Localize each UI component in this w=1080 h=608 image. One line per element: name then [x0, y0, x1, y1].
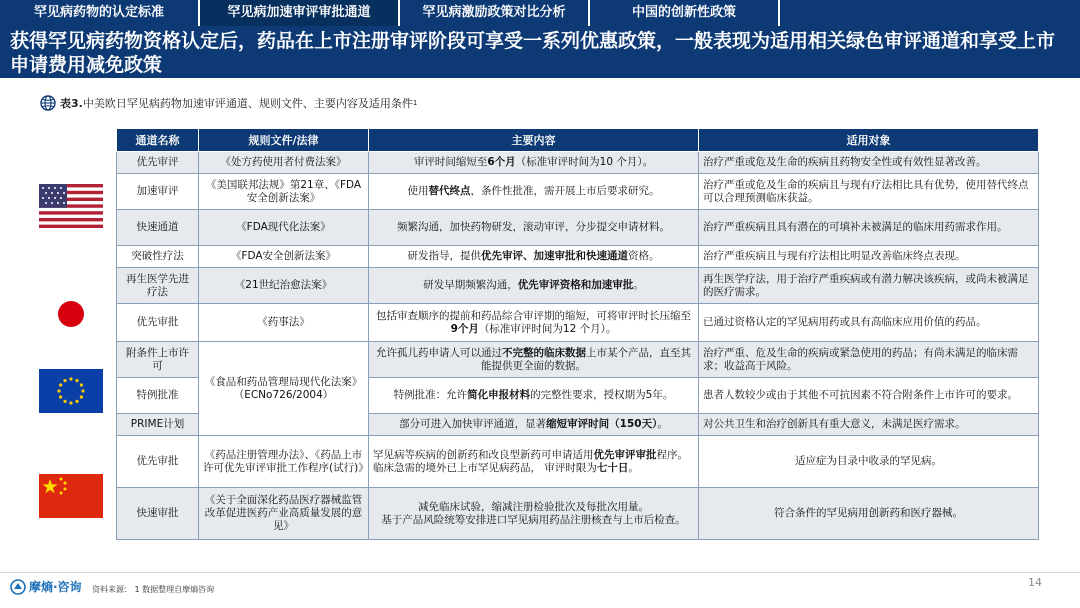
table-row: [117, 174, 1039, 210]
table-caption: [40, 94, 417, 112]
row-law: 《美国联邦法规》第21章、《FDA安全创新法案》: [199, 174, 369, 210]
row-target: 治疗严重或危及生命的疾病且与现有疗法相比具有优势，使用替代终点可以合理预测临床获益。: [699, 174, 1039, 210]
page-headline: 获得罕见病药物资格认定后，药品在上市注册审评阶段可享受一系列优惠政策，一般表现为适用相关绿色审评通道和享受上市申请费用减免政策: [0, 26, 1080, 78]
row-law: 《关于全面深化药品医疗器械监管改革促进医药产业高质量发展的意见》: [199, 488, 369, 540]
footer-divider: [0, 572, 1080, 573]
row-channel: 优先审评: [117, 152, 199, 174]
row-channel: 特例批准: [117, 378, 199, 414]
table-row: [117, 246, 1039, 268]
table-row: [117, 268, 1039, 304]
table-row: [117, 488, 1039, 540]
tab-bar: [0, 0, 1080, 26]
header-content: 主要内容: [369, 129, 699, 152]
table-row: [117, 152, 1039, 174]
source-note: 资料来源： 1 数据整理自摩熵咨询: [92, 585, 215, 594]
row-law: 《处方药使用者付费法案》: [199, 152, 369, 174]
header-channel: 通道名称: [117, 129, 199, 152]
row-content: 研发指导，提供优先审评、加速审批和快速通道资格。: [369, 246, 699, 268]
row-channel: 快速通道: [117, 210, 199, 246]
row-content: 罕见病等疾病的创新药和改良型新药可申请适用优先审评审批程序。 临床急需的境外已上市罕见病药品， 审评时限为七十日。: [369, 436, 699, 488]
logo-icon: [10, 579, 26, 595]
tab-rare-drug-criteria[interactable]: 罕见病药物的认定标准: [0, 0, 200, 26]
policy-table: [116, 128, 1039, 540]
row-channel: PRIME计划: [117, 414, 199, 436]
row-channel: 快速审批: [117, 488, 199, 540]
table-row: [117, 210, 1039, 246]
row-channel: 附条件上市许可: [117, 342, 199, 378]
tab-china-innovation[interactable]: 中国的创新性政策: [590, 0, 780, 26]
row-law: 《FDA安全创新法案》: [199, 246, 369, 268]
row-content: 审评时间缩短至6个月（标准审评时间为10 个月）。: [369, 152, 699, 174]
row-target: 治疗严重或危及生命的疾病且药物安全性或有效性显著改善。: [699, 152, 1039, 174]
table-header-row: [117, 129, 1039, 152]
table-row: [117, 342, 1039, 378]
row-law: 《药事法》: [199, 304, 369, 342]
row-target: 治疗严重疾病且具有潜在的可填补未被满足的临床用药需求作用。: [699, 210, 1039, 246]
row-channel: 突破性疗法: [117, 246, 199, 268]
row-content: 研发早期频繁沟通，优先审评资格和加速审批。: [369, 268, 699, 304]
row-law: 《食品和药品管理局现代化法案》（ECNo726/2004）: [199, 342, 369, 436]
row-target: 适应症为目录中收录的罕见病。: [699, 436, 1039, 488]
caption-footnote: 1: [412, 99, 418, 107]
tab-empty: [780, 0, 1080, 26]
row-target: 再生医学疗法，用于治疗严重疾病或有潜力解决该疾病，或尚未被满足的医疗需求。: [699, 268, 1039, 304]
caption-label: 表3.: [60, 97, 83, 110]
header-target: 适用对象: [699, 129, 1039, 152]
row-law: 《药品注册管理办法》、《药品上市许可优先审评审批工作程序(试行)》: [199, 436, 369, 488]
logo-text: 摩熵·咨询: [29, 580, 82, 594]
row-target: 治疗严重、危及生命的疾病或紧急使用的药品；有尚未满足的临床需求；收益高于风险。: [699, 342, 1039, 378]
china-flag: [39, 474, 103, 518]
row-content: 包括审查顺序的提前和药品综合审评期的缩短，可将审评时长压缩至9个月（标准审评时间为12 个月）。: [369, 304, 699, 342]
row-content: 减免临床试验，缩减注册检验批次及每批次用量。 基于产品风险统筹安排进口罕见病用药品注册核查与上市后检查。: [369, 488, 699, 540]
table-row: [117, 436, 1039, 488]
tab-accelerated-review[interactable]: 罕见病加速审评审批通道: [200, 0, 400, 26]
row-content: 频繁沟通，加快药物研发，滚动审评，分步提交申请材料。: [369, 210, 699, 246]
company-logo: [10, 578, 82, 595]
row-target: 已通过资格认定的罕见病用药或具有高临床应用价值的药品。: [699, 304, 1039, 342]
caption-text: 中美欧日罕见病药物加速审评通道、规则文件、主要内容及适用条件: [82, 97, 413, 110]
row-target: 对公共卫生和治疗创新具有重大意义，未满足医疗需求。: [699, 414, 1039, 436]
row-target: 治疗严重疾病且与现有疗法相比明显改善临床终点表现。: [699, 246, 1039, 268]
japan-flag: [39, 292, 103, 336]
header-law: 规则文件/法律: [199, 129, 369, 152]
row-channel: 优先审批: [117, 436, 199, 488]
row-target: 符合条件的罕见病用创新药和医疗器械。: [699, 488, 1039, 540]
row-content: 使用替代终点，条件性批准，需开展上市后要求研究。: [369, 174, 699, 210]
row-target: 患者人数较少或由于其他不可抗因素不符合附条件上市许可的要求。: [699, 378, 1039, 414]
table-row: [117, 304, 1039, 342]
row-law: 《FDA现代化法案》: [199, 210, 369, 246]
row-law: 《21世纪治愈法案》: [199, 268, 369, 304]
row-content: 部分可进入加快审评通道，显著缩短审评时间（150天）。: [369, 414, 699, 436]
eu-flag: [39, 369, 103, 413]
page-number: 14: [1028, 576, 1042, 589]
globe-icon: [40, 95, 56, 111]
tab-incentive-comparison[interactable]: 罕见病激励政策对比分析: [400, 0, 590, 26]
us-flag: [39, 184, 103, 228]
row-content: 允许孤儿药申请人可以通过不完整的临床数据上市某个产品，直至其能提供更全面的数据。: [369, 342, 699, 378]
row-channel: 优先审批: [117, 304, 199, 342]
row-channel: 加速审评: [117, 174, 199, 210]
row-content: 特例批准：允许简化申报材料的完整性要求，授权期为5年。: [369, 378, 699, 414]
row-channel: 再生医学先进疗法: [117, 268, 199, 304]
